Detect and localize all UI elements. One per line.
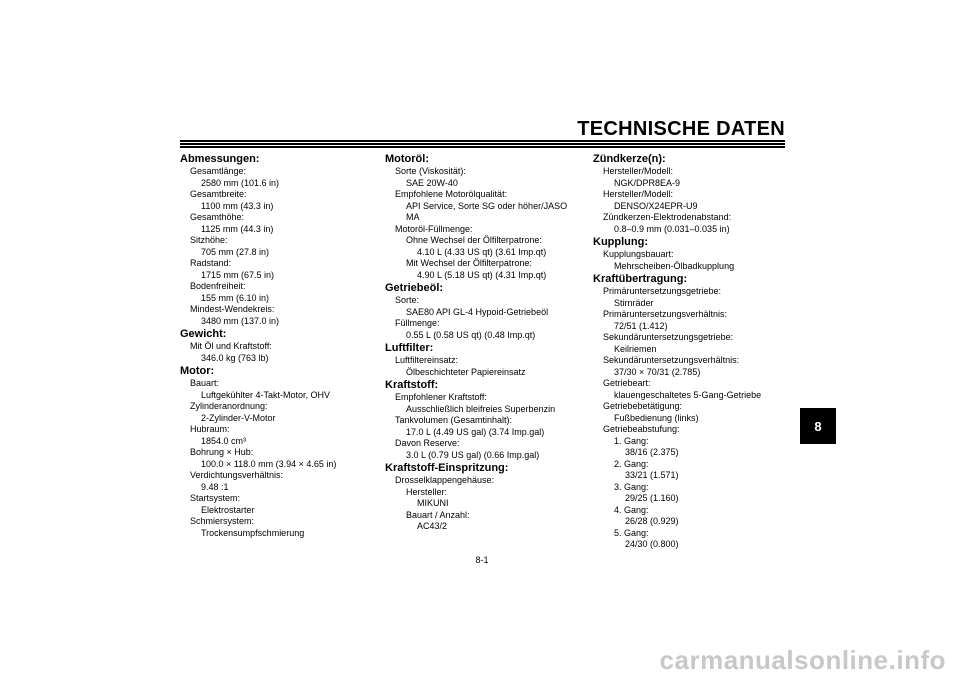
spec-label: Bodenfreiheit:	[190, 281, 246, 291]
spec-value: Ausschließlich bleifreies Superbenzin	[406, 403, 556, 414]
spec-value: Trockensumpfschmierung	[201, 527, 305, 538]
spec-label: Drosselklappengehäuse:	[395, 475, 495, 485]
spec-value: Luftgekühlter 4-Takt-Motor, OHV	[201, 389, 331, 400]
spec-value: Bauart / Anzahl:	[406, 509, 470, 520]
spec-value: 24/30 (0.800)	[625, 539, 679, 549]
spec-value: 2. Gang:	[614, 458, 649, 469]
spec-label: Getriebeabstufung:	[603, 424, 680, 434]
spec-label: Empfohlener Kraftstoff:	[395, 392, 487, 402]
spec-value: 1854.0 cm³	[201, 435, 247, 446]
spec-label: Startsystem:	[190, 493, 241, 503]
spec-value: 1100 mm (43.3 in)	[201, 200, 274, 211]
spec-value: 4.90 L (5.18 US qt) (4.31 Imp.qt)	[417, 269, 547, 280]
spec-value: 3480 mm (137.0 in)	[201, 315, 280, 326]
spec-value: AC43/2	[417, 521, 448, 531]
spec-value: 3.0 L (0.79 US gal) (0.66 Imp.gal)	[406, 449, 540, 460]
spec-value: 9.48 :1	[201, 481, 229, 492]
spec-label: Bauart:	[190, 378, 220, 388]
spec-value: Stirnräder	[614, 297, 654, 308]
spec-label: Empfohlene Motorölqualität:	[395, 189, 508, 199]
spec-label: Tankvolumen (Gesamtinhalt):	[395, 415, 513, 425]
spec-value: 705 mm (27.8 in)	[201, 246, 270, 257]
spec-value: Keilriemen	[614, 343, 657, 354]
title-rule-2	[180, 143, 785, 145]
section-heading: Luftfilter:	[385, 342, 434, 354]
watermark: carmanualsonline.info	[659, 645, 946, 675]
chapter-tab: 8	[800, 408, 836, 444]
page-number: 8-1	[475, 555, 489, 565]
spec-label: Verdichtungsverhältnis:	[190, 470, 284, 480]
spec-value: Hersteller:	[406, 486, 448, 497]
spec-value: 155 mm (6.10 in)	[201, 292, 270, 303]
spec-value: klauengeschaltetes 5-Gang-Getriebe	[614, 389, 762, 400]
spec-label: Gesamthöhe:	[190, 212, 245, 222]
spec-value: 0.8–0.9 mm (0.031–0.035 in)	[614, 223, 730, 234]
spec-value: 17.0 L (4.49 US gal) (3.74 Imp.gal)	[406, 426, 545, 437]
spec-value: 1125 mm (44.3 in)	[201, 223, 274, 234]
spec-value: 100.0 × 118.0 mm (3.94 × 4.65 in)	[201, 458, 337, 469]
spec-label: Sekundäruntersetzungsgetriebe:	[603, 332, 734, 342]
spec-value: 3. Gang:	[614, 481, 649, 492]
spec-value: 26/28 (0.929)	[625, 516, 679, 526]
spec-value: 346.0 kg (763 lb)	[201, 352, 269, 363]
spec-value: 72/51 (1.412)	[614, 320, 668, 331]
title-rule-3	[180, 146, 785, 148]
section-heading: Zündkerze(n):	[593, 153, 666, 165]
spec-column-3	[593, 152, 788, 551]
spec-label: Primäruntersetzungsverhältnis:	[603, 309, 728, 319]
section-heading: Kraftübertragung:	[593, 273, 688, 285]
spec-value: SAE 20W-40	[406, 177, 458, 188]
spec-label: Hersteller/Modell:	[603, 189, 674, 199]
spec-value: 4.10 L (4.33 US qt) (3.61 Imp.qt)	[417, 246, 547, 257]
section-heading: Kraftstoff-Einspritzung:	[385, 462, 509, 474]
spec-value: MIKUNI	[417, 498, 449, 508]
section-heading: Abmessungen:	[180, 153, 260, 165]
spec-label: Schmiersystem:	[190, 516, 255, 526]
spec-value: 37/30 × 70/31 (2.785)	[614, 366, 701, 377]
spec-label: Kupplungsbauart:	[603, 249, 674, 259]
page-title: TECHNISCHE DATEN	[577, 118, 785, 140]
spec-label: Getriebeart:	[603, 378, 651, 388]
spec-label: Primäruntersetzungsgetriebe:	[603, 286, 722, 296]
section-heading: Motoröl:	[385, 153, 429, 165]
spec-value: 29/25 (1.160)	[625, 493, 679, 503]
spec-label: Luftfiltereinsatz:	[395, 355, 459, 365]
spec-value: 5. Gang:	[614, 527, 649, 538]
spec-value: SAE80 API GL-4 Hypoid-Getriebeöl	[406, 306, 549, 317]
section-heading: Getriebeöl:	[385, 282, 444, 294]
spec-label: Hubraum:	[190, 424, 230, 434]
spec-value: 1. Gang:	[614, 435, 649, 446]
spec-label: Gesamtbreite:	[190, 189, 247, 199]
spec-label: Sorte (Viskosität):	[395, 166, 466, 176]
spec-label: Füllmenge:	[395, 318, 440, 328]
spec-value: Mehrscheiben-Ölbadkupplung	[614, 260, 735, 271]
spec-value: 1715 mm (67.5 in)	[201, 269, 275, 280]
spec-value: DENSO/X24EPR-U9	[614, 200, 698, 211]
spec-label: Davon Reserve:	[395, 438, 460, 448]
section-heading: Kraftstoff:	[385, 379, 439, 391]
spec-label: Radstand:	[190, 258, 232, 268]
spec-label: Motoröl-Füllmenge:	[395, 223, 473, 234]
spec-value: Mit Wechsel der Ölfilterpatrone:	[406, 258, 532, 268]
spec-label: Gesamtlänge:	[190, 166, 247, 176]
spec-label: Hersteller/Modell:	[603, 166, 674, 176]
section-heading: Motor:	[180, 365, 215, 377]
spec-value: Ölbeschichteter Papiereinsatz	[406, 366, 526, 377]
spec-label: Getriebebetätigung:	[603, 401, 683, 411]
spec-value: 4. Gang:	[614, 504, 649, 515]
spec-value: NGK/DPR8EA-9	[614, 177, 681, 188]
spec-label: Sitzhöhe:	[190, 235, 228, 245]
spec-label: Sekundäruntersetzungsverhältnis:	[603, 355, 740, 365]
spec-value: 33/21 (1.571)	[625, 470, 679, 480]
section-heading: Kupplung:	[593, 236, 648, 248]
spec-value: MA	[406, 212, 420, 222]
spec-label: Sorte:	[395, 295, 420, 305]
spec-label: Mindest-Wendekreis:	[190, 304, 275, 314]
spec-column-2	[385, 152, 585, 533]
spec-column-1	[180, 152, 370, 539]
spec-value: Ohne Wechsel der Ölfilterpatrone:	[406, 235, 542, 245]
spec-label: Bohrung × Hub:	[190, 447, 254, 457]
spec-label: Zylinderanordnung:	[190, 401, 268, 411]
title-rule-1	[180, 140, 785, 142]
spec-label: Zündkerzen-Elektrodenabstand:	[603, 212, 732, 222]
spec-value: 38/16 (2.375)	[625, 447, 679, 457]
spec-value: 2580 mm (101.6 in)	[201, 177, 280, 188]
spec-label: Mit Öl und Kraftstoff:	[190, 341, 272, 351]
spec-value: 0.55 L (0.58 US qt) (0.48 Imp.qt)	[406, 329, 536, 340]
section-heading: Gewicht:	[180, 328, 227, 340]
spec-value: API Service, Sorte SG oder höher/JASO	[406, 200, 568, 211]
spec-value: Fußbedienung (links)	[614, 412, 699, 423]
spec-value: 2-Zylinder-V-Motor	[201, 412, 276, 423]
spec-value: Elektrostarter	[201, 504, 255, 515]
